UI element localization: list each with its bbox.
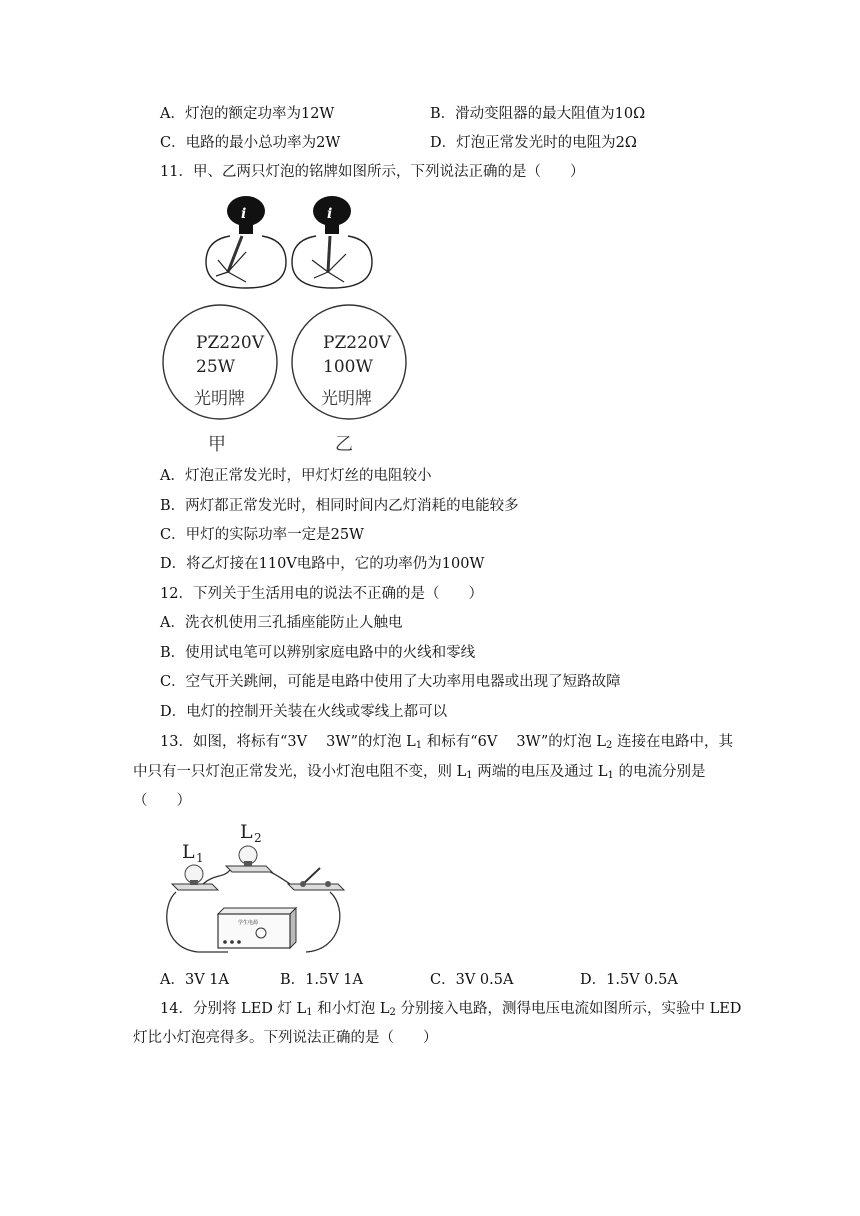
- q11-option-d: D．将乙灯接在110V电路中，它的功率仍为100W: [160, 556, 485, 572]
- left-plate-line2: 25W: [196, 357, 236, 377]
- q11-stem: 11．甲、乙两只灯泡的铭牌如图所示，下列说法正确的是（ ）: [160, 164, 585, 180]
- q14-stem-part: 分别接入电路，测得电压电流如图所示，实验中 LED: [395, 1001, 742, 1017]
- svg-text:i: i: [327, 206, 333, 222]
- q10-option-d: D．灯泡正常发光时的电阻为2Ω: [430, 135, 637, 151]
- q13-stem-line3: （ ）: [133, 793, 191, 809]
- l1-label: L: [182, 841, 195, 863]
- subscript: 1: [306, 1007, 313, 1018]
- q11-option-a: A．灯泡正常发光时，甲灯灯丝的电阻较小: [160, 468, 432, 484]
- right-plate-line1: PZ220V: [323, 333, 391, 353]
- q13-circuit-figure: [158, 818, 358, 960]
- left-plate-line1: PZ220V: [196, 333, 264, 353]
- q13-option-d: D．1.5V 0.5A: [580, 972, 678, 988]
- q13-stem-part: 的电流分别是: [613, 764, 706, 780]
- caption-left: 甲: [208, 434, 226, 455]
- q14-stem-line1: [160, 999, 741, 1023]
- svg-text:i: i: [241, 206, 247, 222]
- left-plate-line3: 光明牌: [194, 389, 245, 409]
- subscript: 1: [607, 770, 614, 781]
- q13-stem-part: 13．如图，将标有“3V 3W”的灯泡 L: [160, 734, 416, 750]
- q11-option-c: C．甲灯的实际功率一定是25W: [160, 527, 364, 543]
- subscript: 2: [605, 740, 613, 751]
- q13-option-c: C．3V 0.5A: [430, 972, 514, 988]
- q11-option-b: B．两灯都正常发光时，相同时间内乙灯消耗的电能较多: [160, 498, 519, 514]
- q12-option-b: B．使用试电笔可以辨别家庭电路中的火线和零线: [160, 645, 476, 661]
- right-plate-line3: 光明牌: [321, 389, 372, 409]
- q12-option-a: A．洗衣机使用三孔插座能防止人触电: [160, 615, 403, 631]
- q14-stem-part: 和小灯泡 L: [312, 1001, 390, 1017]
- q14-stem-line2: 灯比小灯泡亮得多。下列说法正确的是（ ）: [133, 1030, 438, 1046]
- q12-option-c: C．空气开关跳闸，可能是电路中使用了大功率用电器或出现了短路故障: [160, 674, 621, 690]
- bulb-right-icon: [292, 196, 372, 288]
- q13-stem-part: 和标有“6V 3W”的灯泡 L: [422, 734, 606, 750]
- caption-right: 乙: [335, 434, 353, 455]
- q10-option-c: C．电路的最小总功率为2W: [160, 135, 341, 151]
- q12-option-d: D．电灯的控制开关装在火线或零线上都可以: [160, 704, 448, 720]
- q13-stem-part: 中只有一只灯泡正常发光，设小灯泡电阻不变，则 L: [133, 764, 467, 780]
- q14-stem-part: 14．分别将 LED 灯 L: [160, 1001, 307, 1017]
- l2-label: L: [240, 821, 253, 843]
- q13-stem-part: 两端的电压及通过 L: [472, 764, 608, 780]
- q12-stem: 12．下列关于生活用电的说法不正确的是（ ）: [160, 586, 483, 602]
- q13-option-b: B．1.5V 1A: [280, 972, 363, 988]
- bulb-left-icon: [206, 196, 286, 288]
- subscript: 2: [389, 1007, 396, 1018]
- q13-stem-line2: [133, 762, 705, 786]
- power-supply-label: 学生电源: [238, 920, 259, 926]
- q13-stem-part: 连接在电路中，其: [612, 734, 733, 750]
- right-plate-line2: 100W: [323, 357, 373, 377]
- subscript: 1: [415, 740, 423, 751]
- q11-bulb-figure: [160, 192, 420, 456]
- q13-option-a: A．3V 1A: [160, 972, 229, 988]
- subscript: 1: [466, 770, 473, 781]
- q13-stem-line1: [160, 732, 733, 756]
- q10-option-a: A．灯泡的额定功率为12W: [160, 106, 335, 122]
- q10-option-b: B．滑动变阻器的最大阻值为10Ω: [430, 106, 646, 122]
- l1-label-sub: 1: [196, 851, 204, 865]
- l2-label-sub: 2: [254, 831, 262, 845]
